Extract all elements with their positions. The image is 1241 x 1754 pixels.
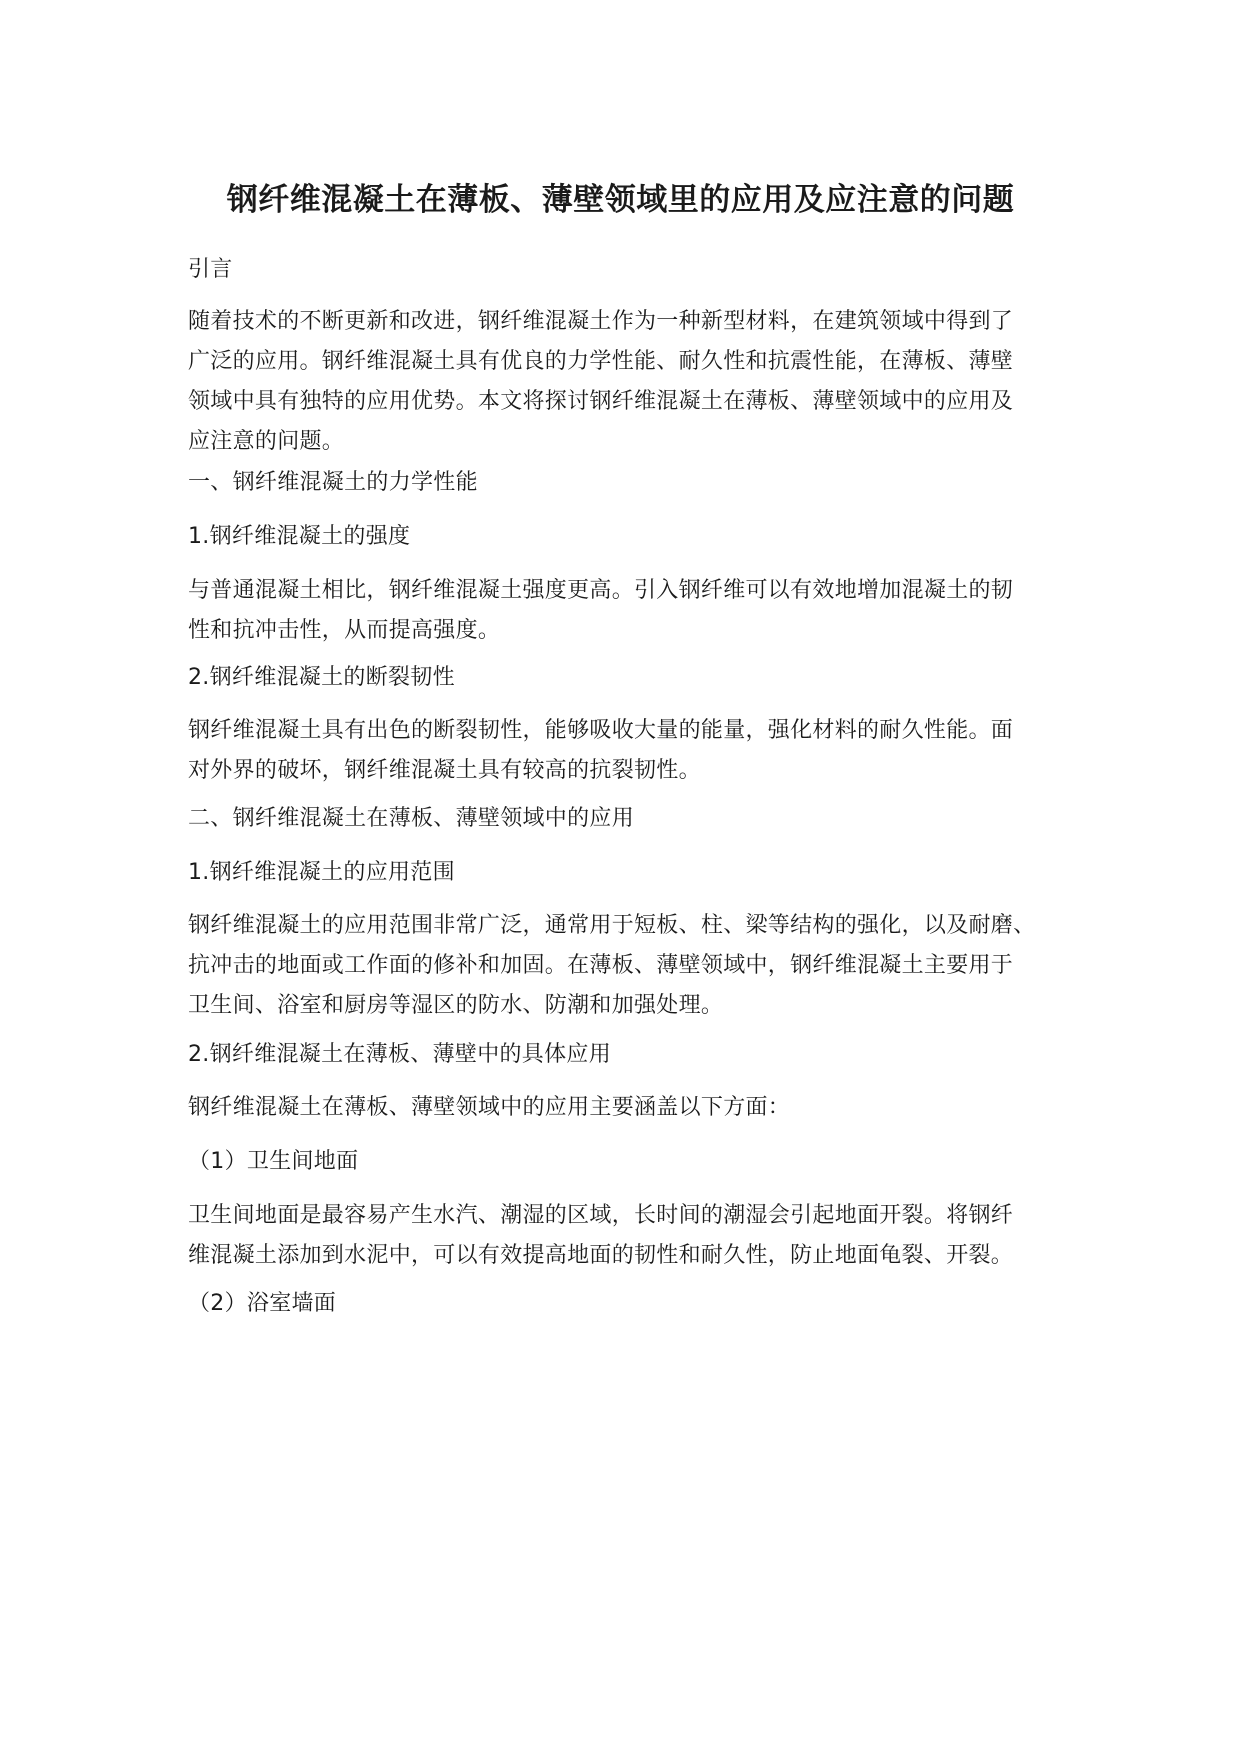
heading-text: 1.钢纤维混凝土的应用范围 xyxy=(188,860,455,885)
section2-1-heading xyxy=(188,853,1068,893)
item1-paragraph xyxy=(188,1196,1068,1276)
document-title: 钢纤维混凝土在薄板、薄壁领域里的应用及应注意的问题 xyxy=(226,182,1015,218)
section1-heading xyxy=(188,463,1068,503)
heading-text: 2.钢纤维混凝土的断裂韧性 xyxy=(188,665,455,690)
paragraph-line: 广泛的应用。钢纤维混凝土具有优良的力学性能、耐久性和抗震性能，在薄板、薄壁 xyxy=(188,349,1014,374)
section2-1-paragraph xyxy=(188,906,1068,1026)
heading-text: 一、钢纤维混凝土的力学性能 xyxy=(188,470,478,495)
section1-2-paragraph xyxy=(188,711,1068,791)
paragraph-line: 领域中具有独特的应用优势。本文将探讨钢纤维混凝土在薄板、薄壁领域中的应用及 xyxy=(188,389,1014,414)
item1-heading xyxy=(188,1142,1068,1182)
section2-2-paragraph xyxy=(188,1088,1068,1128)
paragraph-line: 抗冲击的地面或工作面的修补和加固。在薄板、薄壁领域中，钢纤维混凝土主要用于 xyxy=(188,953,1014,978)
section1-1-heading xyxy=(188,517,1068,557)
paragraph-line: 钢纤维混凝土在薄板、薄壁领域中的应用主要涵盖以下方面： xyxy=(188,1095,791,1120)
heading-text: 引言 xyxy=(188,257,233,282)
paragraph-line: 性和抗冲击性，从而提高强度。 xyxy=(188,618,501,643)
paragraph-line: 随着技术的不断更新和改进，钢纤维混凝土作为一种新型材料，在建筑领域中得到了 xyxy=(188,309,1014,334)
paragraph-line: 卫生间地面是最容易产生水汽、潮湿的区域，长时间的潮湿会引起地面开裂。将钢纤 xyxy=(188,1203,1014,1228)
paragraph-line: 应注意的问题。 xyxy=(188,429,345,454)
section2-2-heading xyxy=(188,1035,1068,1075)
intro-heading xyxy=(188,250,1068,290)
paragraph-line: 钢纤维混凝土的应用范围非常广泛，通常用于短板、柱、梁等结构的强化，以及耐磨、 xyxy=(188,913,1036,938)
heading-text: （2）浴室墙面 xyxy=(188,1291,337,1316)
heading-text: 2.钢纤维混凝土在薄板、薄壁中的具体应用 xyxy=(188,1042,611,1067)
paragraph-line: 维混凝土添加到水泥中，可以有效提高地面的韧性和耐久性，防止地面龟裂、开裂。 xyxy=(188,1243,1014,1268)
section2-heading xyxy=(188,799,1068,839)
heading-text: （1）卫生间地面 xyxy=(188,1149,359,1174)
section1-2-heading xyxy=(188,658,1068,698)
item2-heading xyxy=(188,1284,1068,1324)
heading-text: 1.钢纤维混凝土的强度 xyxy=(188,524,411,549)
paragraph-line: 卫生间、浴室和厨房等湿区的防水、防潮和加强处理。 xyxy=(188,993,724,1018)
paragraph-line: 钢纤维混凝土具有出色的断裂韧性，能够吸收大量的能量，强化材料的耐久性能。面 xyxy=(188,718,1014,743)
heading-text: 二、钢纤维混凝土在薄板、薄壁领域中的应用 xyxy=(188,806,635,831)
paragraph-line: 对外界的破坏，钢纤维混凝土具有较高的抗裂韧性。 xyxy=(188,758,701,783)
section1-1-paragraph xyxy=(188,571,1068,651)
paragraph-line: 与普通混凝土相比，钢纤维混凝土强度更高。引入钢纤维可以有效地增加混凝土的韧 xyxy=(188,578,1014,603)
intro-paragraph xyxy=(188,302,1068,462)
